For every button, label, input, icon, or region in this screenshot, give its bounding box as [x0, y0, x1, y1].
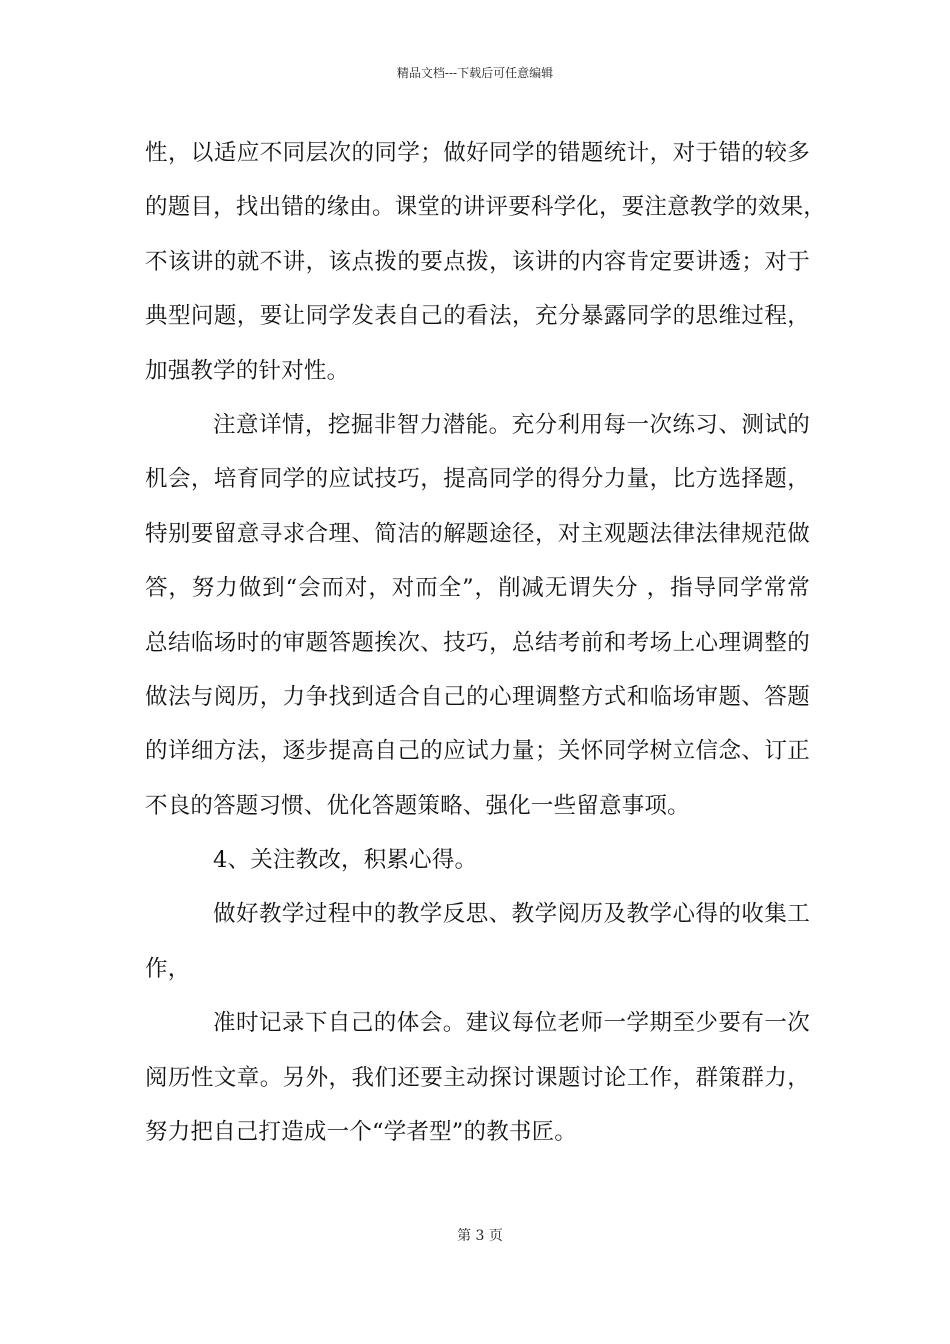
- page-header: 精品文档---下载后可任意编辑: [396, 66, 554, 80]
- paragraph-line: 做法与阅历，力争找到适合自己的心理调整方式和临场审题、答题: [145, 683, 810, 710]
- paragraph-line: 的题目，找出错的缘由。课堂的讲评要科学化，要注意教学的效果，: [145, 194, 827, 221]
- paragraph-line: 做好教学过程中的教学反思、教学阅历及教学心得的收集工: [213, 901, 810, 928]
- page-number: 第 3 页: [457, 1228, 503, 1244]
- paragraph-line: 加强教学的针对性。: [145, 357, 350, 384]
- paragraph-line: 特别要留意寻求合理、简洁的解题途径，对主观题法律法律规范做: [145, 520, 810, 547]
- paragraph-line: 典型问题，要让同学发表自己的看法，充分暴露同学的思维过程，: [145, 303, 810, 330]
- paragraph-line: 总结临场时的审题答题挨次、技巧，总结考前和考场上心理调整的: [145, 629, 810, 656]
- paragraph-line: 不该讲的就不讲，该点拨的要点拨，该讲的内容肯定要讲透；对于: [145, 248, 810, 275]
- paragraph-line: 注意详情，挖掘非智力潜能。充分利用每一次练习、测试的: [213, 411, 810, 438]
- paragraph-line: 答，努力做到“会而对，对而全”，削减无谓失分 ，指导同学常常: [145, 575, 810, 602]
- paragraph-line: 准时记录下自己的体会。建议每位老师一学期至少要有一次: [213, 1010, 810, 1037]
- paragraph-line: 不良的答题习惯、优化答题策略、强化一些留意事项。: [145, 792, 690, 819]
- paragraph-line: 阅历性文章。另外，我们还要主动探讨课题讨论工作，群策群力，: [145, 1064, 810, 1091]
- paragraph-line: 的详细方法，逐步提高自己的应试力量；关怀同学树立信念、订正: [145, 738, 810, 765]
- paragraph-line: 努力把自己打造成一个“学者型”的教书匠。: [145, 1119, 578, 1146]
- paragraph-line: 作，: [145, 955, 191, 982]
- paragraph-line: 机会，培育同学的应试技巧，提高同学的得分力量，比方选择题，: [145, 466, 810, 493]
- document-body: [145, 126, 827, 1159]
- paragraph-line: 性，以适应不同层次的同学；做好同学的错题统计，对于错的较多: [145, 140, 810, 166]
- section-heading: 4、关注教改，积累心得。: [213, 847, 478, 874]
